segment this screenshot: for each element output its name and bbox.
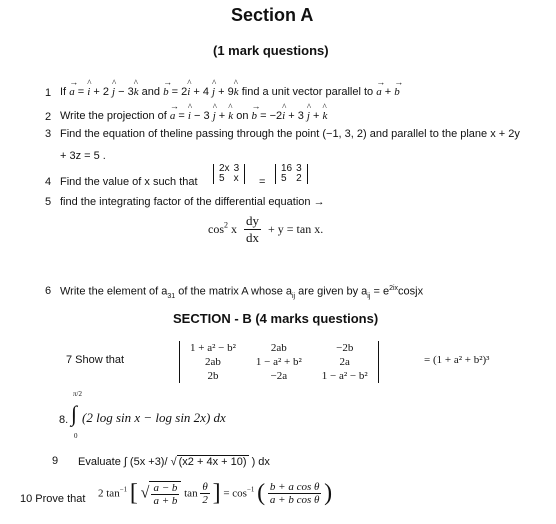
- section-b-title: SECTION - B (4 marks questions): [173, 311, 379, 326]
- q8-integrand: (2 log sin x − log sin 2x) dx: [82, 410, 226, 425]
- question-4: Find the value of x such that: [60, 176, 198, 188]
- question-9: Evaluate ∫ (5x +3)/ √ (x2 + 4x + 10) ) dx: [78, 456, 270, 468]
- question-10: 10 Prove that: [20, 493, 86, 505]
- q10-fraction-ab: $\frac{a - b}{a + b}$: [149, 481, 181, 507]
- question-3-continued: + 3z = 5 .: [60, 150, 106, 162]
- q7-rhs: = (1 + a² + b²)³: [424, 354, 490, 366]
- q1-number: 1: [45, 87, 52, 99]
- q4-equals: =: [259, 176, 266, 188]
- q8-lower-limit: 0: [74, 432, 78, 440]
- q10-fraction-theta: $\frac{\theta}{2}$: [202, 481, 208, 506]
- question-1: If → a = ^ i + 2 ^ j − 3^ k and → b = 2^ i + 4 ^ j + 9^ k find a unit vector parallel to → a + → b: [60, 86, 400, 98]
- sqrt-sign: √: [140, 484, 150, 502]
- q4-determinant-left: 2x 3 5 x: [213, 164, 245, 184]
- q7-determinant: 1 + a² − b² 2ab −2b 2ab 1 − a² + b² 2a 2b −2a 1 − a² − b²: [179, 341, 379, 383]
- q8-number: 8.: [59, 414, 69, 426]
- q4-determinant-right: 16 3 5 2: [275, 164, 308, 184]
- q6-number: 6: [45, 285, 52, 297]
- q3-number: 3: [45, 128, 52, 140]
- question-7: 7 Show that: [66, 354, 125, 366]
- q4-number: 4: [45, 176, 52, 188]
- question-6: Write the element of $a_{31}$ of the matrix A whose $a_{ij}$ are given by $a_{ij}$ = $e^{2ix}cosjx$: [60, 285, 424, 300]
- q5-number: 5: [45, 196, 52, 208]
- question-2: Write the projection of → a = ^ i − 3 ^ j + ^ k on → b = −2^ i + 3 ^ j + ^ k: [60, 110, 327, 122]
- section-a-title: Section A: [231, 5, 314, 25]
- q5-equation: $\cos^2 x$ $\frac{dy}{dx}$ + y = tan x.: [208, 213, 324, 245]
- question-3: Find the equation of theline passing through the point (−1, 3, 2) and parallel to the plane x + 2y: [60, 128, 520, 140]
- q10-fraction-rhs: $\frac{\text{b + a cos θ}}{\text{a + b cos θ}}$: [269, 481, 320, 506]
- vector-a: → a: [69, 86, 75, 98]
- q9-number: 9: [52, 455, 59, 467]
- q5-dy-dx: $\frac{dy}{dx}$: [246, 213, 259, 245]
- q8-integral-sign: ∫: [71, 401, 78, 426]
- question-5: find the integrating factor of the differential equation →: [60, 196, 325, 208]
- q10-equation: 2 $\tan^{-1}$ [ √ $\frac{a - b}{a + b}$ tan $\frac{\theta}{2}$ ] = $\cos^{-1}$ ( $\frac{\text{b + a cos θ}}{\text{a + b cos θ}}$ ): [98, 480, 333, 507]
- q2-number: 2: [45, 111, 52, 123]
- vector-b: → b: [163, 86, 169, 98]
- sqrt-sign: √: [170, 456, 177, 468]
- q8-upper-limit: π/2: [73, 390, 82, 398]
- section-a-subtitle: (1 mark questions): [213, 43, 329, 58]
